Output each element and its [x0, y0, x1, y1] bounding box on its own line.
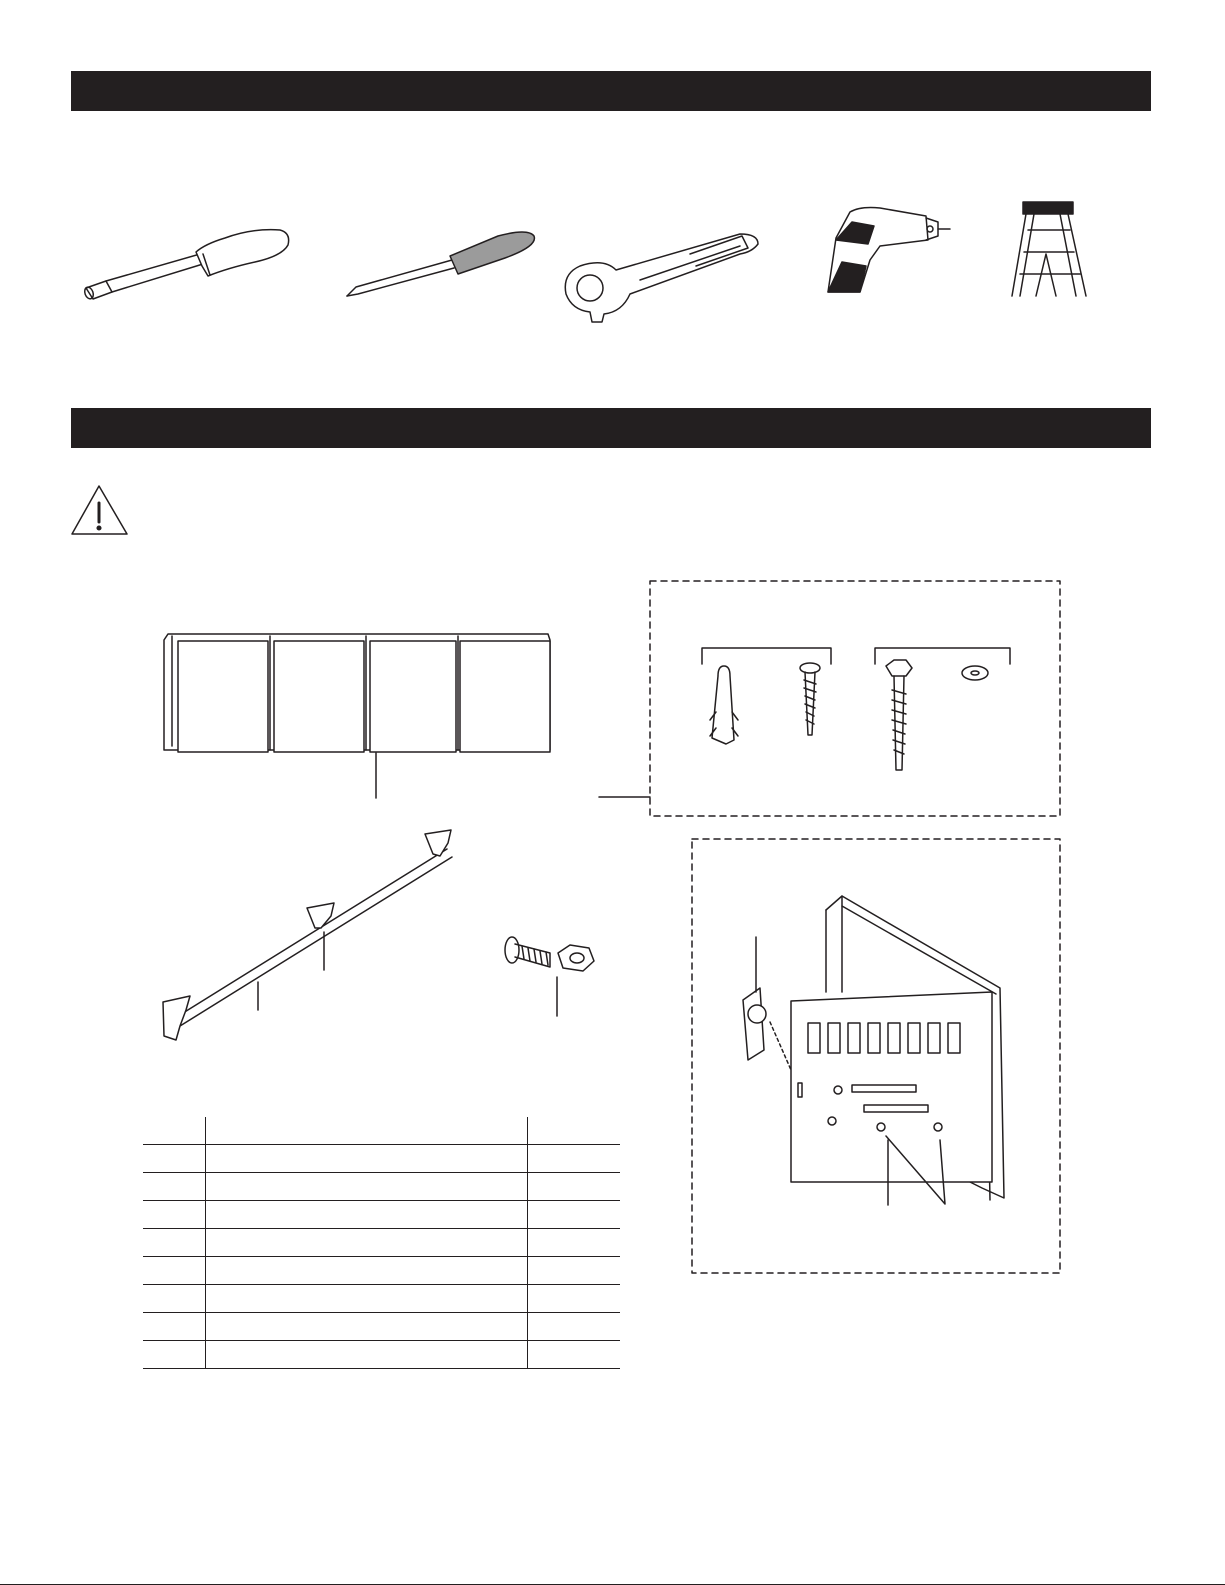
- parts-list-table: [143, 1117, 620, 1369]
- table-row: [143, 1341, 620, 1369]
- hanging-rail-illustration: [163, 830, 452, 1040]
- table-row: [143, 1201, 620, 1229]
- hardware-kit-parts: [702, 648, 1010, 770]
- phillips-screwdriver-icon: [347, 232, 534, 296]
- table-row: [143, 1145, 620, 1173]
- table-row: [143, 1117, 620, 1145]
- table-row: [143, 1313, 620, 1341]
- table-row: [143, 1229, 620, 1257]
- locker-unit-illustration: [164, 634, 550, 752]
- bolt-and-nut-illustration: [505, 937, 594, 1016]
- locker-door-lock-detail: [743, 896, 1004, 1205]
- nut-driver-icon: [83, 230, 288, 300]
- warning-triangle-icon: [72, 486, 127, 534]
- table-row: [143, 1285, 620, 1313]
- power-drill-icon: [828, 208, 950, 293]
- step-ladder-icon: [1012, 202, 1086, 296]
- table-row: [143, 1257, 620, 1285]
- hardware-kit-box: [650, 581, 1060, 816]
- table-row: [143, 1173, 620, 1201]
- ratchet-wrench-icon: [565, 234, 758, 322]
